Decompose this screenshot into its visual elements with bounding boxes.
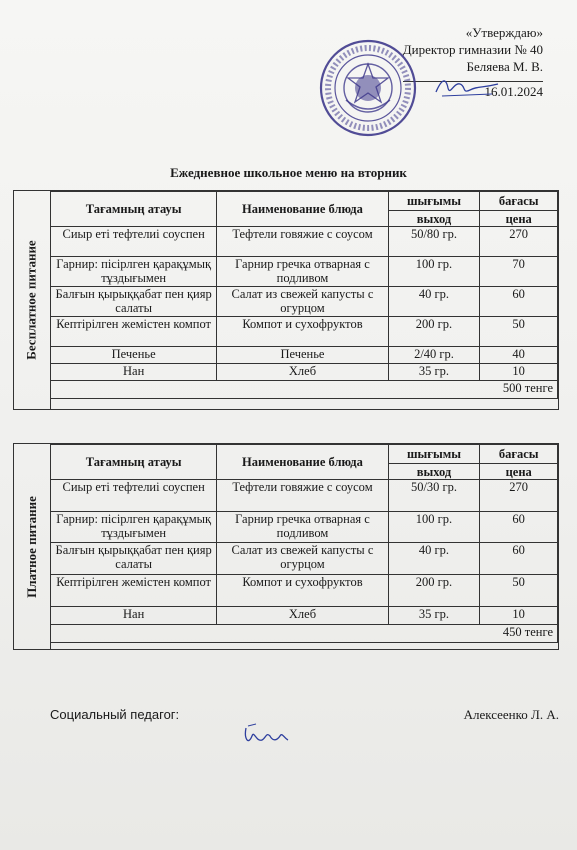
- header-output-kz: шығымы: [388, 192, 480, 211]
- dish-kz: Балғын қырыққабат пен қияр салаты: [51, 287, 217, 317]
- signer-name: Алексеенко Л. А.: [463, 707, 559, 722]
- dish-kz: Гарнир: пісірлген қарақұмық тұздығымен: [51, 512, 217, 543]
- dish-kz: Гарнир: пісірлген қарақұмық тұздығымен: [51, 257, 217, 287]
- dish-ru: Салат из свежей капусты с огурцом: [217, 543, 388, 575]
- paid-menu-table: [50, 444, 558, 643]
- table-row: [51, 364, 558, 381]
- header-kz-name: Тағамның атауы: [51, 445, 217, 480]
- dish-output: 200 гр.: [388, 575, 480, 607]
- dish-price: 50: [480, 317, 558, 347]
- dish-ru: Тефтели говяжие с соусом: [217, 480, 388, 512]
- header-kz-name: Тағамның атауы: [51, 192, 217, 227]
- approval-position: Директор гимназии № 40: [402, 42, 543, 57]
- dish-output: 100 гр.: [388, 257, 480, 287]
- dish-price: 60: [480, 512, 558, 543]
- table-row: [51, 575, 558, 607]
- dish-ru: Гарнир гречка отварная с подливом: [217, 512, 388, 543]
- free-meal-section: [13, 190, 559, 410]
- free-total: 500 тенге: [51, 381, 558, 399]
- table-row: [51, 512, 558, 543]
- table-row: [51, 607, 558, 625]
- dish-price: 70: [480, 257, 558, 287]
- dish-output: 50/30 гр.: [388, 480, 480, 512]
- dish-price: 10: [480, 364, 558, 381]
- dish-price: 270: [480, 227, 558, 257]
- dish-output: 2/40 гр.: [388, 347, 480, 364]
- dish-kz: Кептірілген жемістен компот: [51, 575, 217, 607]
- table-row: [51, 317, 558, 347]
- dish-ru: Гарнир гречка отварная с подливом: [217, 257, 388, 287]
- table-row: [51, 480, 558, 512]
- page-title: Ежедневное школьное меню на вторник: [170, 165, 407, 180]
- table-row: [51, 347, 558, 364]
- dish-price: 10: [480, 607, 558, 625]
- free-menu-table: [50, 191, 558, 399]
- dish-ru: Тефтели говяжие с соусом: [217, 227, 388, 257]
- table-row: [51, 543, 558, 575]
- dish-ru: Печенье: [217, 347, 388, 364]
- dish-kz: Сиыр еті тефтелиі соуспен: [51, 480, 217, 512]
- round-stamp-icon: [318, 38, 418, 138]
- director-signature-icon: [432, 74, 502, 100]
- table-row: [51, 227, 558, 257]
- dish-output: 40 гр.: [388, 543, 480, 575]
- dish-output: 200 гр.: [388, 317, 480, 347]
- approval-heading: «Утверждаю»: [465, 25, 543, 40]
- total-row: [51, 625, 558, 643]
- dish-price: 60: [480, 543, 558, 575]
- total-row: [51, 381, 558, 399]
- header-price-ru: цена: [480, 464, 558, 480]
- dish-output: 100 гр.: [388, 512, 480, 543]
- dish-kz: Печенье: [51, 347, 217, 364]
- approval-date: 16.01.2024: [403, 81, 543, 100]
- paid-meal-label: Платное питание: [14, 444, 51, 649]
- header-price-kz: бағасы: [480, 445, 558, 464]
- dish-output: 35 гр.: [388, 364, 480, 381]
- dish-kz: Кептірілген жемістен компот: [51, 317, 217, 347]
- dish-price: 40: [480, 347, 558, 364]
- dish-price: 60: [480, 287, 558, 317]
- dish-kz: Нан: [51, 607, 217, 625]
- signer-role: Социальный педагог:: [50, 707, 180, 722]
- header-price-ru: цена: [480, 211, 558, 227]
- dish-ru: Компот и сухофруктов: [217, 317, 388, 347]
- approval-name: Беляева М. В.: [466, 59, 543, 74]
- dish-ru: Хлеб: [217, 364, 388, 381]
- dish-output: 50/80 гр.: [388, 227, 480, 257]
- table-row: [51, 257, 558, 287]
- paid-meal-section: [13, 443, 559, 650]
- dish-price: 50: [480, 575, 558, 607]
- dish-ru: Хлеб: [217, 607, 388, 625]
- paid-total: 450 тенге: [51, 625, 558, 643]
- header-output-ru: выход: [388, 211, 480, 227]
- dish-kz: Сиыр еті тефтелиі соуспен: [51, 227, 217, 257]
- dish-kz: Балғын қырыққабат пен қияр салаты: [51, 543, 217, 575]
- dish-price: 270: [480, 480, 558, 512]
- dish-ru: Компот и сухофруктов: [217, 575, 388, 607]
- header-price-kz: бағасы: [480, 192, 558, 211]
- pedagog-signature-icon: [240, 722, 290, 750]
- header-ru-name: Наименование блюда: [217, 445, 388, 480]
- header-ru-name: Наименование блюда: [217, 192, 388, 227]
- table-row: [51, 287, 558, 317]
- free-meal-label: Бесплатное питание: [14, 191, 51, 409]
- dish-kz: Нан: [51, 364, 217, 381]
- header-output-kz: шығымы: [388, 445, 480, 464]
- dish-ru: Салат из свежей капусты с огурцом: [217, 287, 388, 317]
- header-output-ru: выход: [388, 464, 480, 480]
- dish-output: 40 гр.: [388, 287, 480, 317]
- dish-output: 35 гр.: [388, 607, 480, 625]
